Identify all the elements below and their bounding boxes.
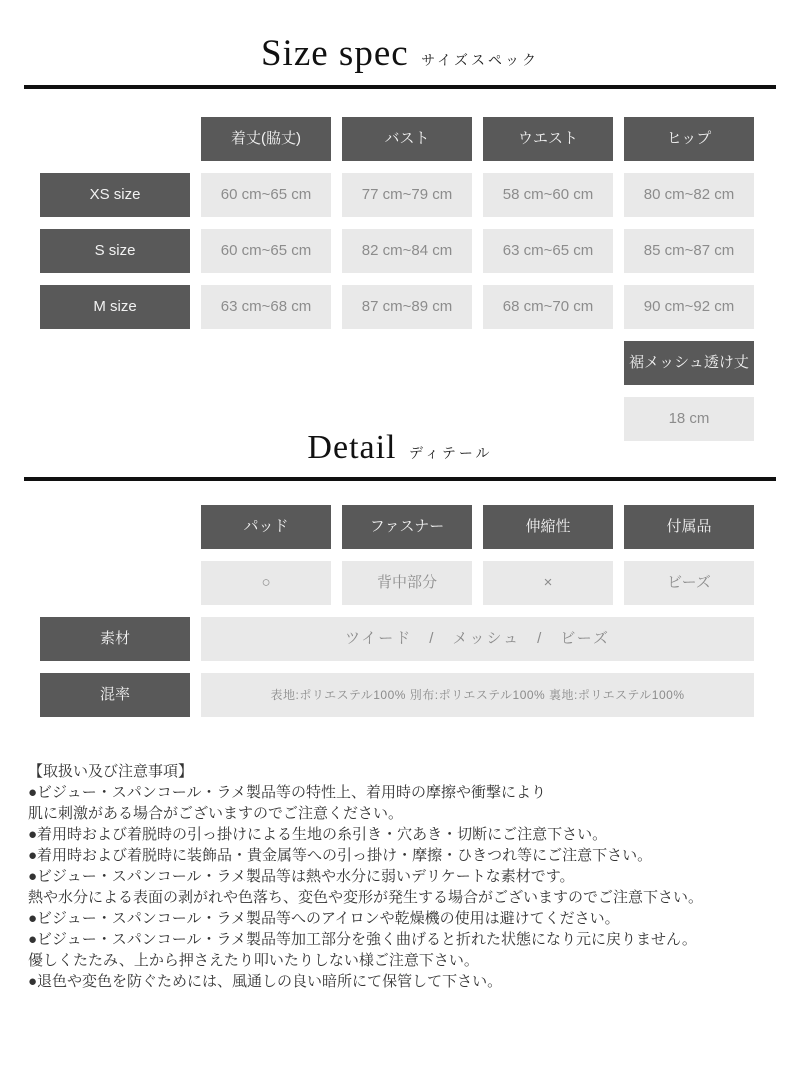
size-value-cell: 60 cm~65 cm — [201, 173, 331, 217]
size-value-cell: 85 cm~87 cm — [624, 229, 754, 273]
size-row-label-m: M size — [40, 285, 190, 329]
size-value-cell: 58 cm~60 cm — [483, 173, 613, 217]
column-header-waist: ウエスト — [483, 117, 613, 161]
detail-value-stretch: × — [483, 561, 613, 605]
detail-value-fastener: 背中部分 — [342, 561, 472, 605]
column-header-length: 着丈(脇丈) — [201, 117, 331, 161]
hem-mesh-value: 18 cm — [624, 397, 754, 441]
empty-corner-cell — [40, 505, 190, 549]
size-value-cell: 68 cm~70 cm — [483, 285, 613, 329]
detail-value-accessory: ビーズ — [624, 561, 754, 605]
notice-line: ●ビジュー・スパンコール・ラメ製品等加工部分を強く曲げると折れた状態になり元に戻りません。 — [28, 931, 697, 948]
size-row-label-s: S size — [40, 229, 190, 273]
hem-mesh-header: 裾メッシュ透け丈 — [624, 341, 754, 385]
column-header-bust: バスト — [342, 117, 472, 161]
blend-label: 混率 — [40, 673, 190, 717]
notice-line: ●着用時および着脱時に装飾品・貴金属等への引っ掛け・摩擦・ひきつれ等にご注意下さい。 — [28, 847, 653, 864]
notice-line: ●ビジュー・スパンコール・ラメ製品等の特性上、着用時の摩擦や衝撃により — [28, 784, 547, 801]
size-spec-title-block — [0, 0, 800, 75]
detail-value-pad: ○ — [201, 561, 331, 605]
notice-line: ●着用時および着脱時の引っ掛けによる生地の糸引き・穴あき・切断にご注意下さい。 — [28, 826, 608, 843]
notice-line: 熱や水分による表面の剥がれや色落ち、変色や変形が発生する場合がございますのでご注意下さい。 — [28, 889, 704, 906]
size-spec-title: Size spec — [260, 33, 409, 74]
detail-column-header-pad: パッド — [201, 505, 331, 549]
top-divider — [24, 85, 776, 89]
notice-line: ●ビジュー・スパンコール・ラメ製品等は熱や水分に弱いデリケートな素材です。 — [28, 868, 575, 885]
size-value-cell: 77 cm~79 cm — [342, 173, 472, 217]
notice-line: ●ビジュー・スパンコール・ラメ製品等へのアイロンや乾燥機の使用は避けてください。 — [28, 910, 620, 927]
detail-column-header-stretch: 伸縮性 — [483, 505, 613, 549]
size-value-cell: 90 cm~92 cm — [624, 285, 754, 329]
size-value-cell: 60 cm~65 cm — [201, 229, 331, 273]
size-value-cell: 63 cm~68 cm — [201, 285, 331, 329]
detail-subtitle: ディテール — [408, 445, 493, 461]
detail-divider — [24, 477, 776, 481]
size-spec-table — [40, 117, 760, 441]
size-value-cell: 82 cm~84 cm — [342, 229, 472, 273]
detail-column-header-fastener: ファスナー — [342, 505, 472, 549]
empty-cell — [40, 561, 190, 605]
blend-value: 表地:ポリエステル100% 別布:ポリエステル100% 裏地:ポリエステル100% — [201, 673, 754, 717]
detail-column-header-accessory: 付属品 — [624, 505, 754, 549]
empty-corner-cell — [40, 117, 190, 161]
notice-line: 優しくたたみ、上から押さえたり叩いたりしない様ご注意下さい。 — [28, 952, 479, 969]
column-header-hip: ヒップ — [624, 117, 754, 161]
detail-table — [40, 505, 760, 717]
size-value-cell: 80 cm~82 cm — [624, 173, 754, 217]
material-value: ツイード / メッシュ / ビーズ — [201, 617, 754, 661]
detail-title: Detail — [307, 429, 397, 466]
size-value-cell: 63 cm~65 cm — [483, 229, 613, 273]
size-row-label-xs: XS size — [40, 173, 190, 217]
size-spec-subtitle: サイズスペック — [421, 52, 540, 68]
care-notice-block — [28, 761, 772, 992]
notice-heading: 【取扱い及び注意事項】 — [28, 763, 194, 780]
material-label: 素材 — [40, 617, 190, 661]
notice-line: ●退色や変色を防ぐためには、風通しの良い暗所にて保管して下さい。 — [28, 973, 503, 990]
size-value-cell: 87 cm~89 cm — [342, 285, 472, 329]
notice-line: 肌に刺激がある場合がございますのでご注意ください。 — [28, 805, 404, 822]
